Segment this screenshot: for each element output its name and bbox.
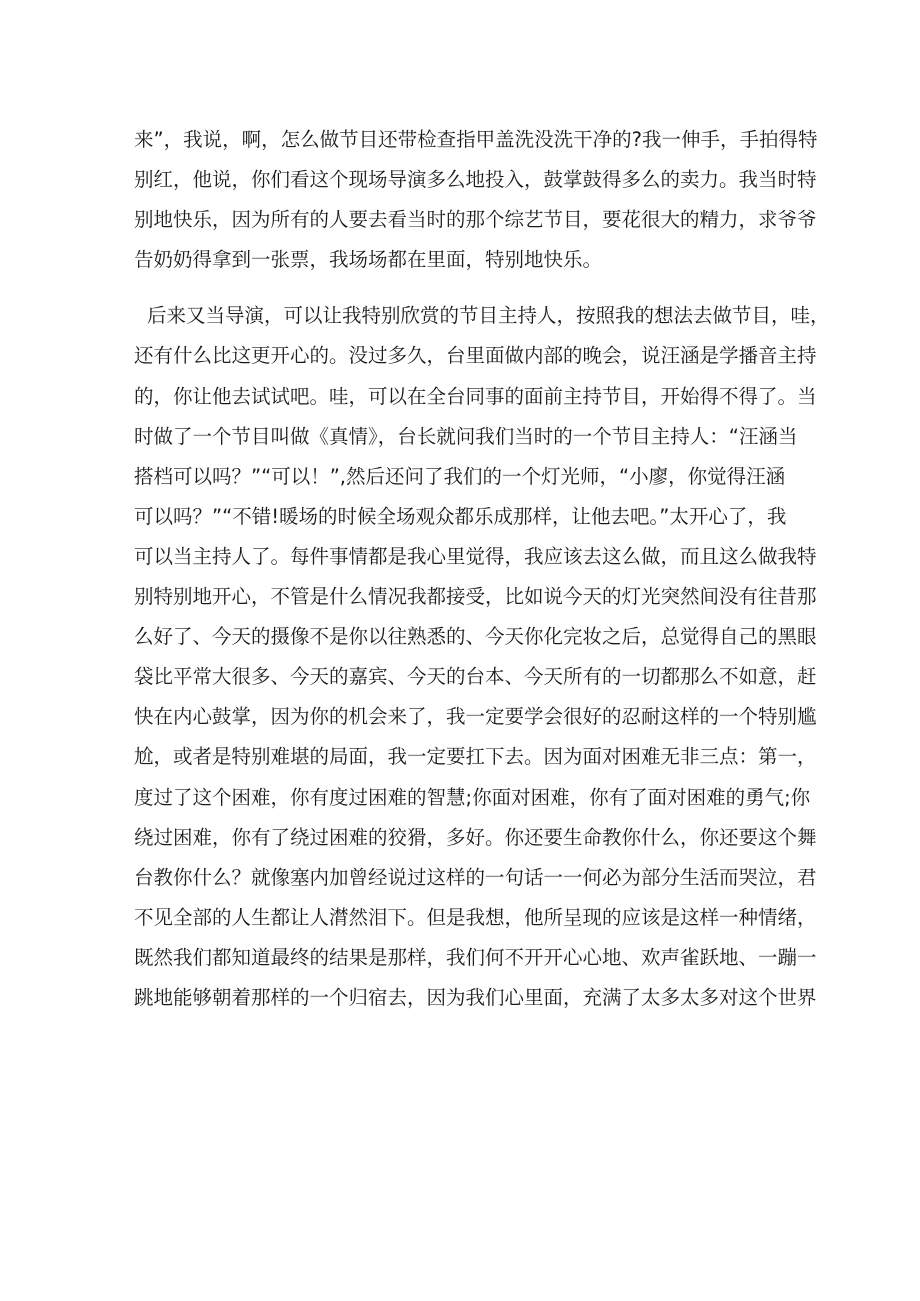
text-line: 别红，他说，你们看这个现场导演多么地投入，鼓掌鼓得多么的卖力。我当时特 [134,168,817,192]
paragraph-1 [134,120,818,280]
text-line: 可以当主持人了。每件事情都是我心里觉得，我应该去这么做，而且这么做我特 [134,544,817,568]
text-line: 尬，或者是特别难堪的局面，我一定要扛下去。因为面对困难无非三点：第一， [134,745,817,769]
text-line: 么好了、今天的摄像不是你以往熟悉的、今天你化完妆之后，总觉得自己的黑眼 [134,625,817,649]
text-line: 的，你让他去试试吧。哇，可以在全台同事的面前主持节目，开始得不得了。当 [134,384,817,408]
text-line: 告奶奶得拿到一张票，我场场都在里面，特别地快乐。 [134,248,603,272]
text-line: 别地快乐，因为所有的人要去看当时的那个综艺节目，要花很大的精力，求爷爷 [134,208,817,232]
text-line: 既然我们都知道最终的结果是那样，我们何不开开心心地、欢声雀跃地、一蹦一 [134,945,817,969]
text-line: 还有什么比这更开心的。没过多久，台里面做内部的晚会，说汪涵是学播音主持 [134,344,817,368]
text-line: 度过了这个困难，你有度过困难的智慧;你面对困难，你有了面对困难的勇气;你 [134,785,811,809]
text-line: 跳地能够朝着那样的一个归宿去，因为我们心里面，充满了太多太多对这个世界 [134,985,817,1009]
text-line: 别特别地开心，不管是什么情况我都接受，比如说今天的灯光突然间没有往昔那 [134,585,817,609]
text-line: 时做了一个节目叫做《真情》，台长就问我们当时的一个节目主持人：“汪涵当 [134,424,798,448]
paragraph-2 [134,296,830,1018]
text-line: 绕过困难，你有了绕过困难的狡猾，多好。你还要生命教你什么，你还要这个舞 [134,825,817,849]
text-line: 快在内心鼓掌，因为你的机会来了，我一定要学会很好的忍耐这样的一个特别尴 [134,705,817,729]
text-line: 不见全部的人生都让人潸然泪下。但是我想，他所呈现的应该是这样一种情绪， [134,905,817,929]
text-line: 袋比平常大很多、今天的嘉宾、今天的台本、今天所有的一切都那么不如意，赶 [134,665,817,689]
document-body [134,120,830,1018]
text-line: 来”，我说，啊，怎么做节目还带检查指甲盖洗没洗干净的?我一伸手，手拍得特 [134,128,818,151]
text-line: 搭档可以吗？”“可以！”,然后还问了我们的一个灯光师，“小廖，你觉得汪涵 [134,464,786,488]
text-line: 可以吗？”“不错!暖场的时候全场观众都乐成那样，让他去吧。”太开心了，我 [134,504,787,528]
text-line: 后来又当导演，可以让我特别欣赏的节目主持人，按照我的想法去做节目，哇， [147,304,830,328]
text-line: 台教你什么？就像塞内加曾经说过这样的一句话一一何必为部分生活而哭泣，君 [134,865,817,889]
